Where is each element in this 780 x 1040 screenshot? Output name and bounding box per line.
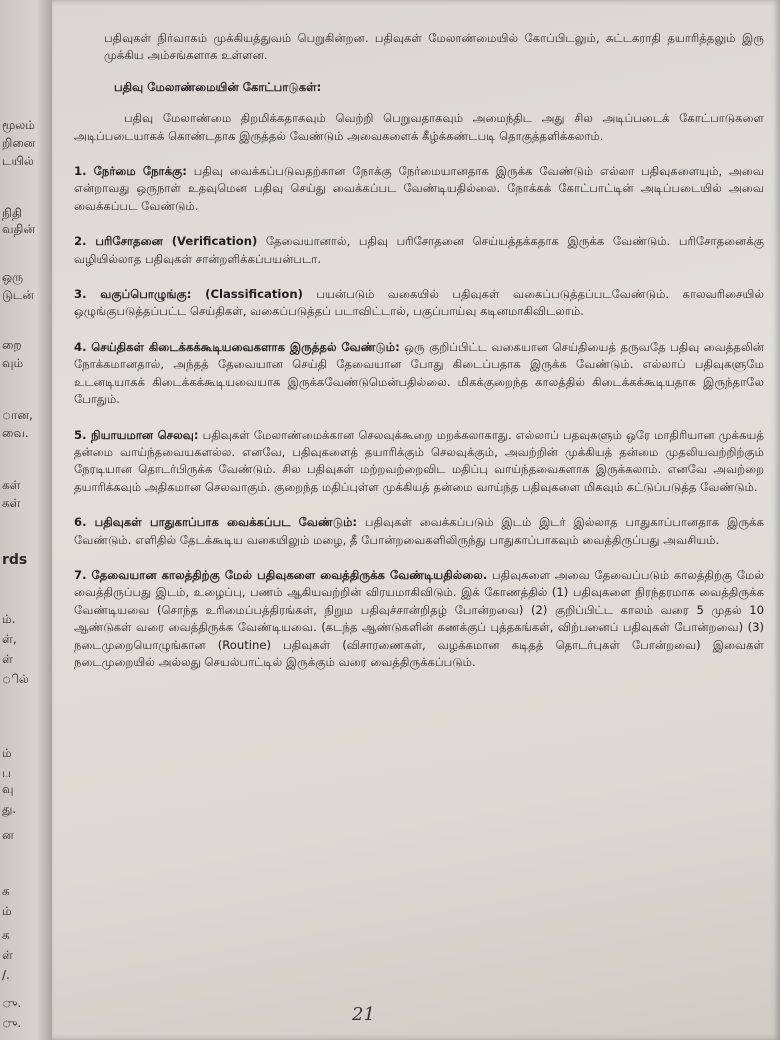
principle-item xyxy=(74,286,764,321)
document-page xyxy=(52,0,780,1040)
margin-fragment: ன xyxy=(2,828,14,842)
margin-fragment: வதின் xyxy=(2,222,35,236)
margin-fragment: ம் xyxy=(2,746,12,760)
margin-fragment: கள் xyxy=(2,496,21,510)
principle-heading: 7. தேவையான காலத்திற்கு மேல் பதிவுகளை வைத்திருக்க வேண்டியதில்லை. xyxy=(74,567,488,582)
principle-item xyxy=(74,567,764,671)
principle-heading: 6. பதிவுகள் பாதுகாப்பாக வைக்கப்பட வேண்டும்: xyxy=(74,515,358,530)
principle-body: பயன்படும் வகையில் பதிவுகள் வகைப்படுத்தப்படவேண்டும். காலவரிசையில் ஒழுங்குபடுத்தப்பட்ட செய்திகள், வகைப்படுத்தப் படாவிட்டால், பகுப்பாய்வு கடினமாகிவிடலாம். xyxy=(74,287,764,319)
margin-fragment: ான, xyxy=(2,408,33,422)
principle-body: தேவையானால், பதிவு பரிசோதனை செய்யத்தக்கதாக இருக்க வேண்டும். பரிசோதனைக்கு வழியில்லாத பதிவுகள் சான்றளிக்கப்பயன்படா. xyxy=(74,234,764,266)
principle-body: ஒரு குறிப்பிட்ட வகையான செய்தியைத் தருவதே பதிவு வைத்தலின் நோக்கமானதால், அந்தத் தேவையான செய்தி தேவையான போது கிடைப்பதாக இருக்க வேண்டும். எல்லாப் பதிவுகளுமே உடனடியாகக் கிடைக்கக்கூடியவையாக இருக்கவேண்டுமென்பதில்லை. மிகக்குறைந்த காலத்தில் கிடைக்கக்கூடியதாக இருந்தாலே போதும். xyxy=(74,339,765,407)
margin-fragment: க xyxy=(2,884,10,898)
principle-item xyxy=(74,514,764,549)
principle-item xyxy=(74,339,764,409)
margin-fragment: மூலம் xyxy=(2,118,35,132)
principle-heading: 2. பரிசோதனை (Verification) xyxy=(74,234,258,249)
principle-heading: 1. நேர்மை நோக்கு: xyxy=(74,164,187,179)
margin-fragment: றினை xyxy=(2,136,36,150)
previous-page-edge xyxy=(0,0,52,1040)
margin-fragment: ஒரு xyxy=(2,270,24,284)
margin-fragment: ப xyxy=(2,766,11,780)
principle-body: பதிவுகள் வைக்கப்படும் இடம் இடர் இல்லாத பாதுகாப்பானதாக இருக்க வேண்டும். எளிதில் தேடக்கூடிய வகையிலும் மழை, தீ போன்றவைகளிலிருந்து பாதுகாப்பாகவும் வைத்திருப்பது அவசியம். xyxy=(74,515,765,547)
margin-fragment: ம். xyxy=(2,612,16,626)
margin-fragment: ம் xyxy=(2,904,12,918)
margin-fragment: வை. xyxy=(2,426,29,440)
principle-item xyxy=(74,163,764,215)
principle-heading: 5. நியாயமான செலவு: xyxy=(74,427,199,442)
margin-fragment: து. xyxy=(2,802,17,816)
margin-fragment: ு. xyxy=(2,996,22,1010)
margin-fragment: வும் xyxy=(2,356,24,370)
margin-fragment: ள், xyxy=(2,632,17,646)
page-number: 21 xyxy=(352,1004,375,1025)
principle-body: பதிவு வைக்கப்படுவதற்கான நோக்கு நேர்மையானதாக இருக்க வேண்டும் எல்லா பதிவுகளையும், அவை என்றாவது ஒருநாள் உதவுமென பதிவு செய்து வைக்கப்பட வேண்டியதில்லை. நோக்கக் கோட்பாட்டின் அடிப்படையில் அவை வைக்கப்பட வேண்டும். xyxy=(74,164,764,213)
principle-body: பதிவுகள் மேலாண்மைக்கான செலவுக்கூறை மறக்கலாகாது. எல்லாப் பதவுகளும் ஒரே மாதிரியான முக்கயத் தன்மை வாய்ந்தவையகளல்ல. எனவே, பதிவுகளைத் தயாரிக்கும் செலவுக்கும், அவற்றின் முக்கியத் தன்மை முதலியவற்றிற்கும் நேரடியான தொடர்பிருக்க வேண்டும். சில பதிவுகள் மற்றவற்றைவிட மதிப்பு வாய்ந்தவைகளாக இருக்கலாம். எனவே அவற்றை தயாரிக்கவும் அதிகமான செலவாகும். குறைந்த மதிப்புள்ள முக்கியத் தன்மை வாய்ந்த பதிவுகளை மிகவும் கட்டுப்படுத்த வேண்டும். xyxy=(74,427,764,494)
section-title: பதிவு மேலாண்மையின் கோட்பாடுகள்: xyxy=(114,79,322,94)
margin-fragment: க xyxy=(2,928,10,942)
margin-fragment: ள் xyxy=(2,948,13,962)
principle-body: பதிவுகளை அவை தேவைப்படும் காலத்திற்கு மேல் வைத்திருப்பது இடம், உழைப்பு, பணம் ஆகியவற்றின் விரயமாகிவிடும். இக் கோணத்தில் (1) பதிவுகளை நிரந்தரமாக வைத்திருக்க வேண்டியவை (சொந்த உரிமைப்பத்திரங்கள், நிறும பதிவுச்சான்றிதழ் போன்றவை) (2) குறிப்பிட்ட காலம் வரை 5 முதல் 10 ஆண்டுகள் வரை வைத்திருக்க வேண்டியவை. (கடந்த ஆண்டுகளின் கணக்குப் புத்தகங்கள், விற்பனைப் பதிவுகள் போன்றவை) (3) நடைமுறையொழுங்கான (Routine) பதிவுகள் (விசாரணைகள், வழக்கமான கடிதத் தொடர்புகள் போன்றவை) இவைகள் நடைமுறையில் அல்லது செயல்பாட்டில் இருக்கும் வரை வைத்திருக்கப்படும். xyxy=(74,567,764,669)
intro-paragraph: பதிவுகள் நிர்வாகம் முக்கியத்துவம் பெறுகின்றன. பதிவுகள் மேலாண்மையில் கோப்பிடலும், சுட்டகராதி தயாரித்தலும் இரு முக்கிய அம்சங்களாக உள்ளன. xyxy=(104,31,764,63)
margin-fragment: rds xyxy=(2,552,28,568)
principle-item xyxy=(74,427,764,497)
section-intro-paragraph: பதிவு மேலாண்மை திறமிக்கதாகவும் வெற்றி பெறுவதாகவும் அமைந்திட அது சில அடிப்படைக் கோட்பாடுகளை அடிப்படையாகக் கொண்டதாக இருத்தல் வேண்டும் அவைகளைக் கீழ்க்கண்டபடி தொகுத்தளிக்கலாம். xyxy=(74,111,764,143)
margin-fragment: ில் xyxy=(2,672,29,686)
margin-fragment: றை xyxy=(2,338,22,352)
principle-heading: 4. செய்திகள் கிடைக்கக்கூடியவைகளாக இருத்தல் வேண்டும்: xyxy=(74,339,400,354)
principle-heading: 3. வகுப்பொழுங்கு: (Classification) xyxy=(74,287,303,302)
margin-fragment: நிதி xyxy=(2,206,22,220)
page-content xyxy=(74,30,764,671)
margin-fragment: டயில் xyxy=(2,154,34,168)
margin-fragment: /. xyxy=(2,968,10,982)
margin-fragment: கள் xyxy=(2,478,21,492)
margin-fragment: டுடன் xyxy=(2,288,34,302)
margin-fragment: ு. xyxy=(2,1016,22,1030)
margin-fragment: ள் xyxy=(2,652,13,666)
margin-fragment: வு xyxy=(2,782,14,796)
principle-item xyxy=(74,233,764,268)
